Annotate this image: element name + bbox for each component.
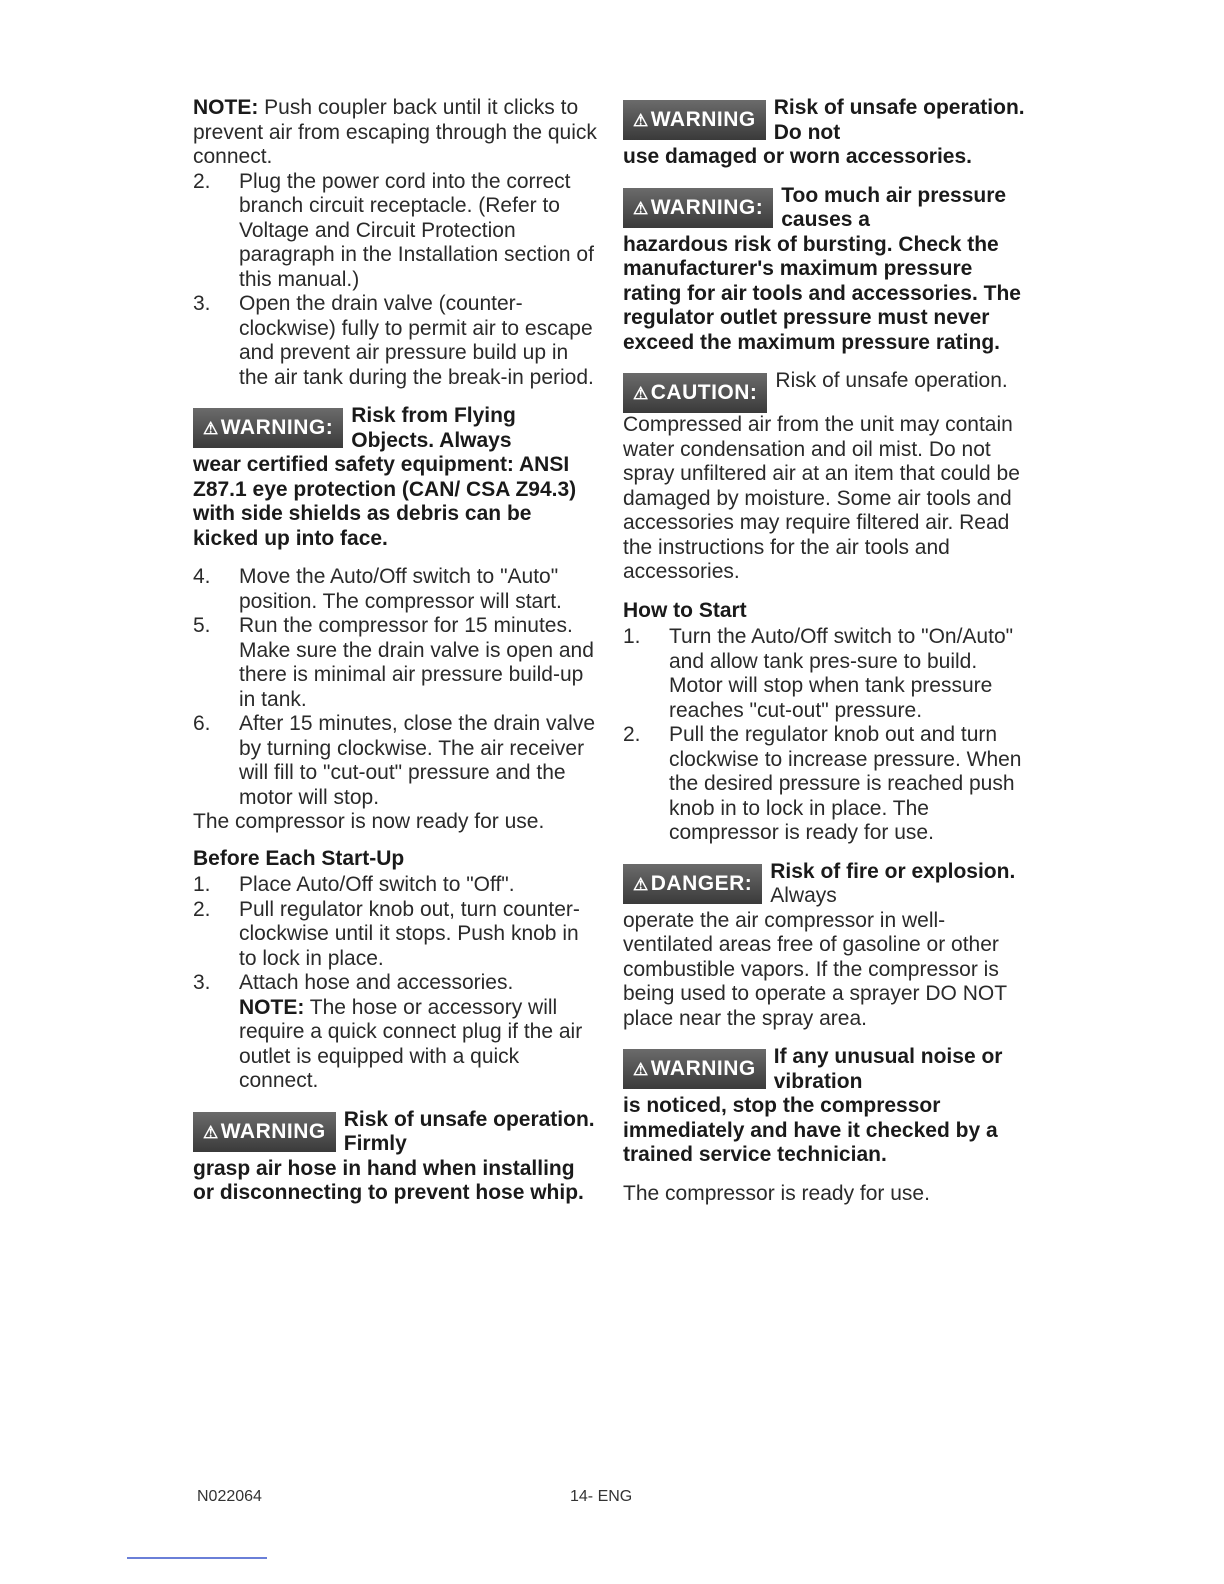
danger-body: operate the air compressor in well-ventilated areas free of gasoline or other combustible vapors. If the compressor is being used to operate a sprayer DO NOT place near the spray area. [623, 908, 1007, 1030]
steps-list-c [193, 873, 598, 1094]
left-column [193, 96, 598, 1220]
right-column [623, 96, 1028, 1206]
warning-body: grasp air hose in hand when installing or disconnecting to prevent hose whip. [193, 1156, 584, 1204]
list-item: 2. Pull the regulator knob out and turn clockwise to increase pressure. When the desired pressure is reached push knob in to lock in place. The compressor is ready for use. [623, 723, 1022, 844]
warning-body: hazardous risk of bursting. Check the manufacturer's maximum pressure rating for air tools and accessories. The regulator outlet pressure must never exceed the maximum pressure rating. [623, 232, 1021, 354]
danger-badge: ⚠DANGER: [623, 864, 762, 904]
warning-body: wear certified safety equipment: ANSI Z87.1 eye protection (CAN/ CSA Z94.3) with side shields as debris can be kicked up into face. [193, 453, 577, 550]
note-paragraph: NOTE: Push coupler back until it clicks to prevent air from escaping through the quick connect. [193, 96, 597, 168]
warning-badge: ⚠WARNING: [193, 408, 343, 448]
warning-flying-objects: ⚠WARNING: Risk from Flying Objects. Always wear certified safety equipment: ANSI Z87.1 eye protection (CAN/ CSA Z94.3) with side shields as debris can be kicked up into face. [193, 404, 598, 551]
warning-body: is noticed, stop the compressor immediately and have it checked by a trained service technician. [623, 1094, 998, 1166]
warning-accessories: ⚠WARNING Risk of unsafe operation. Do not use damaged or worn accessories. [623, 96, 1028, 170]
alert-triangle-icon: ⚠ [633, 198, 649, 218]
list-item: 3. Attach hose and accessories. NOTE: The hose or accessory will require a quick connect plug if the air outlet is equipped with a quick connect. [193, 971, 583, 1092]
danger-block: ⚠DANGER: Risk of fire or explosion. Always operate the air compressor in well-ventilated areas free of gasoline or other combustible vapors. If the compressor is being used to operate a sprayer DO NOT place near the spray area. [623, 860, 1028, 1032]
caution-body: Compressed air from the unit may contain water condensation and oil mist. Do not spray unfiltered air at an item that could be damaged by moisture. Some air tools and accessories may require filtered air. Read the instructions for the air tools and accessories. [623, 413, 1020, 583]
warning-body: use damaged or worn accessories. [623, 145, 972, 168]
warning-hose-whip: ⚠WARNING Risk of unsafe operation. Firmly grasp air hose in hand when installing or disconnecting to prevent hose whip. [193, 1108, 598, 1206]
list-item: 2. Pull regulator knob out, turn counter-clockwise until it stops. Push knob in to lock in place. [193, 897, 580, 970]
list-item: 4. Move the Auto/Off switch to "Auto" position. The compressor will start. [193, 565, 562, 613]
alert-triangle-icon: ⚠ [203, 419, 219, 438]
warning-badge: ⚠WARNING: [623, 188, 773, 228]
document-code: N022064 [197, 1488, 262, 1505]
caution-badge: ⚠CAUTION: [623, 373, 767, 413]
ready-text: The compressor is now ready for use. [193, 810, 545, 833]
section-heading: How to Start [623, 598, 747, 622]
list-item: 1. Place Auto/Off switch to "Off". [193, 873, 515, 896]
final-text: The compressor is ready for use. [623, 1181, 930, 1205]
warning-vibration: ⚠WARNING If any unusual noise or vibration is noticed, stop the compressor immediately and have it checked by a trained service technician. [623, 1045, 1028, 1168]
alert-triangle-icon: ⚠ [633, 874, 649, 894]
warning-pressure: ⚠WARNING: Too much air pressure causes a hazardous risk of bursting. Check the manufacturer's maximum pressure rating for air tools and accessories. The regulator outlet pressure must never exceed the maximum pressure rating. [623, 184, 1028, 356]
warning-badge: ⚠WARNING [623, 1049, 766, 1089]
list-item: 1. Turn the Auto/Off switch to "On/Auto" and allow tank pres-sure to build. Motor will stop when tank pressure reaches "cut-out" pressure. [623, 625, 1014, 722]
page-number: 14- ENG [570, 1488, 633, 1505]
caution-block: ⚠CAUTION: Risk of unsafe operation. Compressed air from the unit may contain water condensation and oil mist. Do not spray unfiltered air at an item that could be damaged by moisture. Some air tools and accessories may require filtered air. Read the instructions for the air tools and accessories. [623, 369, 1028, 585]
alert-triangle-icon: ⚠ [633, 111, 649, 130]
steps-list-a [193, 170, 598, 391]
list-item: 5. Run the compressor for 15 minutes. Make sure the drain valve is open and there is minimal air pressure build-up in tank. [193, 614, 594, 711]
section-heading: Before Each Start-Up [193, 846, 405, 870]
alert-triangle-icon: ⚠ [633, 1060, 649, 1079]
steps-list-d [623, 625, 1028, 846]
list-item: 2. Plug the power cord into the correct branch circuit receptacle. (Refer to Voltage and Circuit Protection paragraph in the Installation section of this manual.) [193, 169, 594, 291]
alert-triangle-icon: ⚠ [633, 384, 649, 403]
list-item: 3. Open the drain valve (counter-clockwise) fully to permit air to escape and prevent air pressure build up in the air tank during the break-in period. [193, 292, 594, 389]
divider [127, 1557, 267, 1559]
steps-list-b [193, 565, 598, 810]
warning-badge: ⚠WARNING [193, 1112, 336, 1152]
warning-badge: ⚠WARNING [623, 100, 766, 140]
alert-triangle-icon: ⚠ [203, 1122, 219, 1142]
list-item: 6. After 15 minutes, close the drain valve by turning clockwise. The air receiver will fill to "cut-out" pressure and the motor will stop. [193, 712, 596, 809]
